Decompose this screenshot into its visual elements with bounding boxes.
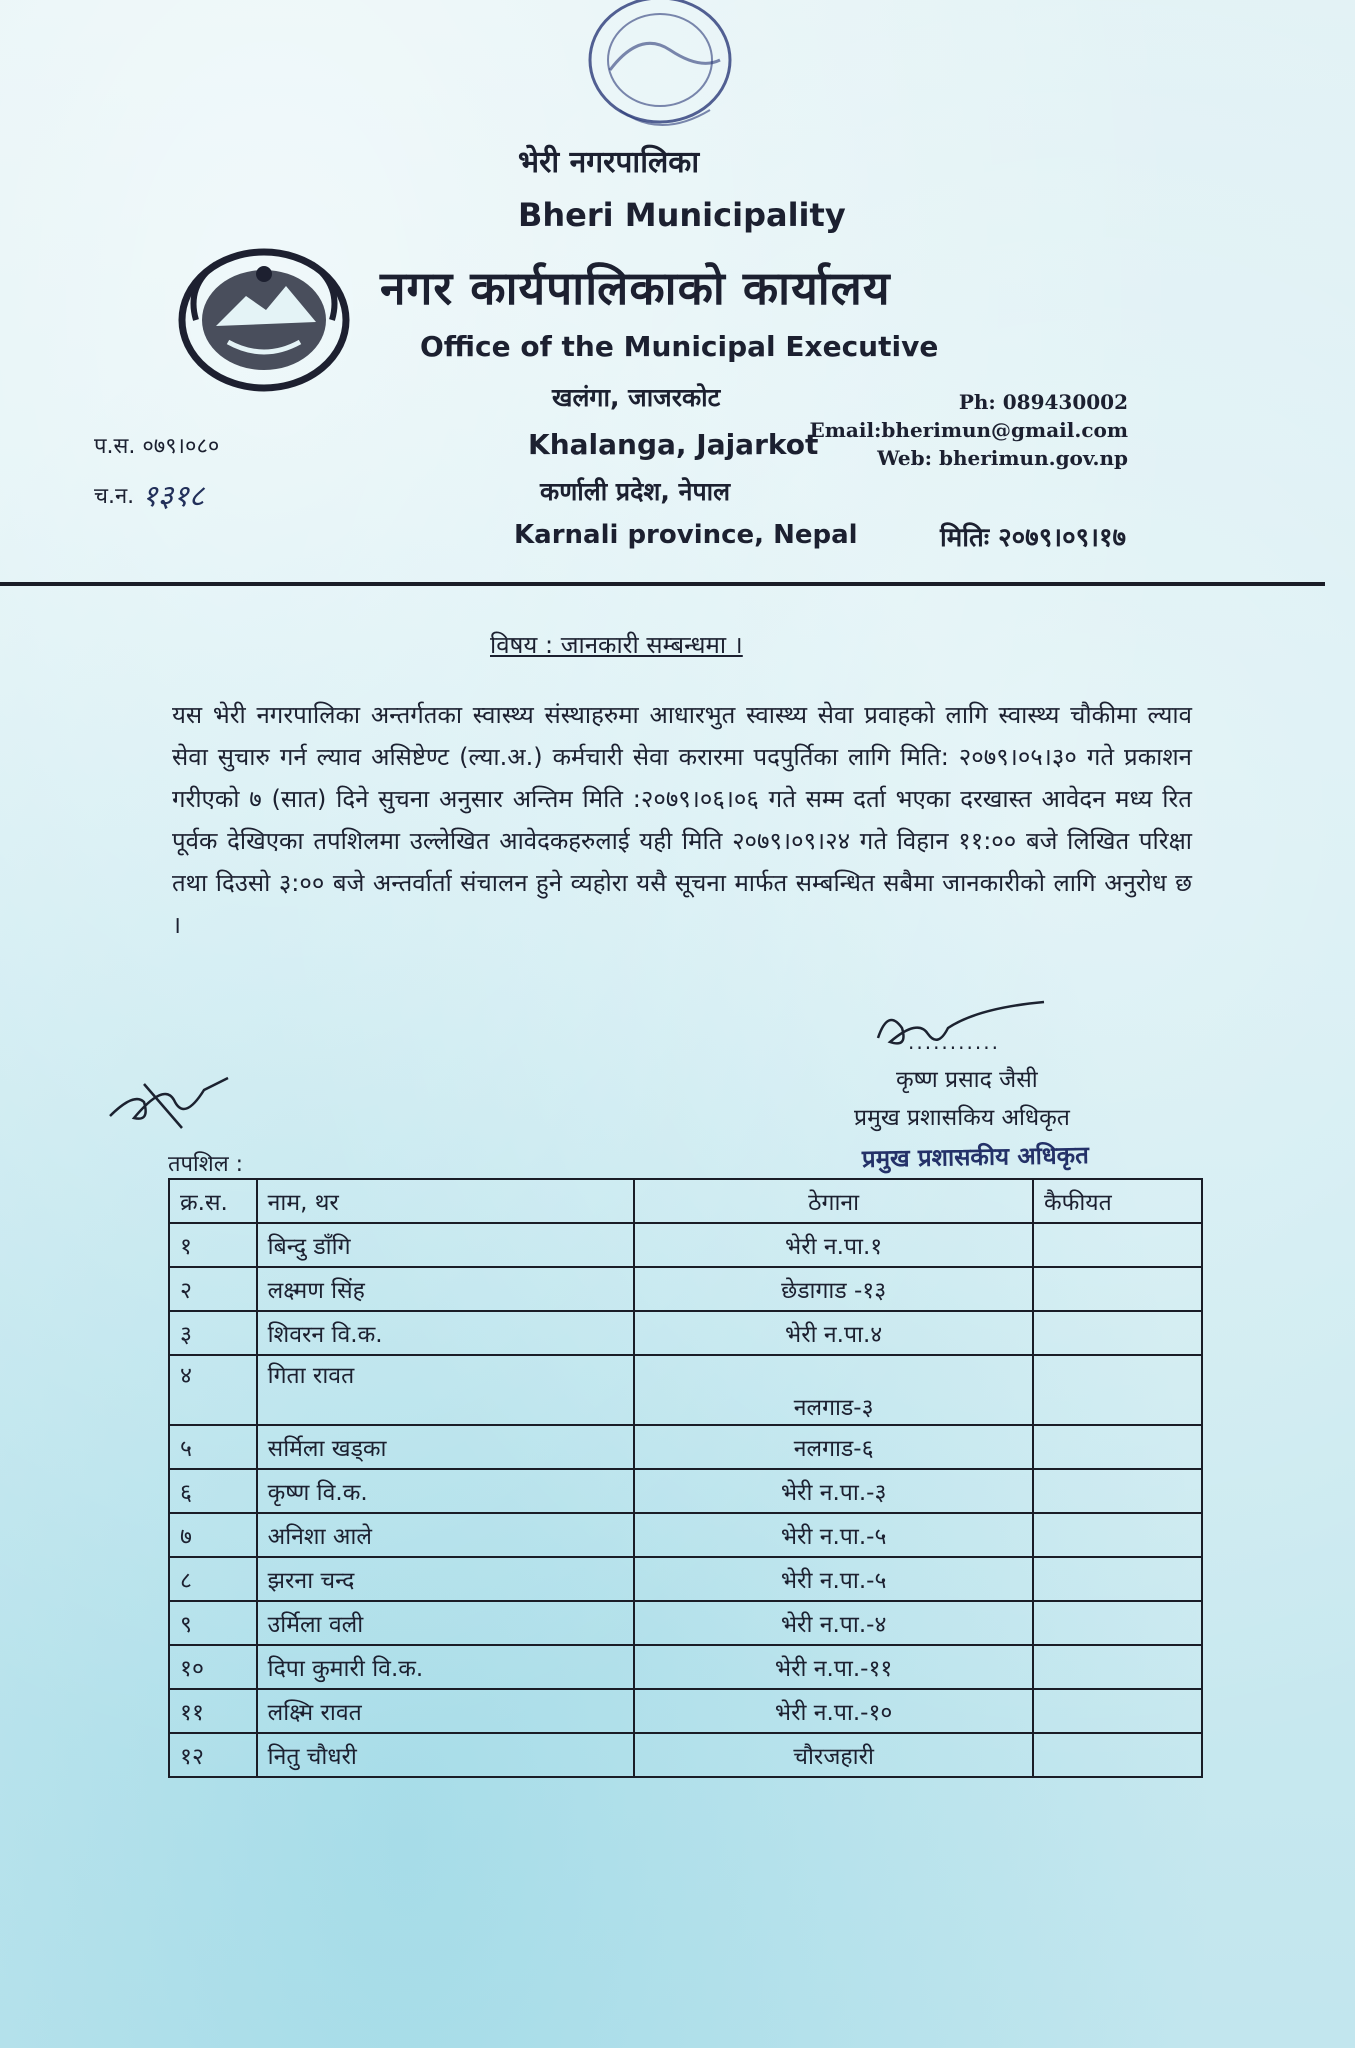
- header-address: ठेगाना: [634, 1179, 1033, 1223]
- table-row: [169, 1733, 1202, 1777]
- notice-body: यस भेरी नगरपालिका अन्तर्गतका स्वास्थ्य संस्थाहरुमा आधारभुत स्वास्थ्य सेवा प्रवाहको लागि स्वास्थ्य चौकीमा ल्याव सेवा सुचारु गर्न ल्याव असिष्टेण्ट (ल्या.अ.) कर्मचारी सेवा करारमा पदपुर्तिका लागि मिति: २०७९।०५।३० गते प्रकाशन गरीएको ७ (सात) दिने सुचना अनुसार अन्तिम मिति :२०७९।०६।०६ गते सम्म दर्ता भएका दरखास्त आवेदन मध्य रित पूर्वक देखिएका तपशिलमा उल्लेखित आवेदकहरुलाई यही मिति २०७९।०९।२४ गते विहान ११:०० बजे लिखित परिक्षा तथा दिउसो ३:०० बजे अन्तर्वार्ता संचालन हुने व्यहोरा यसै सूचना मार्फत सम्बन्धित सबैमा जानकारीको लागि अनुरोध छ ।: [172, 701, 1192, 939]
- row-name: झरना चन्द: [257, 1557, 635, 1601]
- row-name: गिता रावत: [257, 1355, 635, 1425]
- applicant-table: [168, 1178, 1203, 1778]
- row-address: नलगाड-३: [634, 1355, 1033, 1425]
- row-serial: ९: [169, 1601, 257, 1645]
- row-serial: २: [169, 1267, 257, 1311]
- row-name: उर्मिला वली: [257, 1601, 635, 1645]
- signatory-title: प्रमुख प्रशासकिय अधिकृत: [854, 1105, 1070, 1131]
- email-address: Email:bherimun@gmail.com: [809, 418, 1128, 442]
- row-serial: ११: [169, 1689, 257, 1733]
- row-remarks: [1033, 1645, 1202, 1689]
- row-serial: ८: [169, 1557, 257, 1601]
- address-english: Khalanga, Jajarkot: [528, 428, 819, 461]
- letter-date: मितिः २०७९।०९।१७: [940, 523, 1127, 553]
- row-name: सर्मिला खड्का: [257, 1425, 635, 1469]
- row-name: शिवरन वि.क.: [257, 1311, 635, 1355]
- table-caption: तपशिल :: [168, 1152, 244, 1177]
- row-remarks: [1033, 1311, 1202, 1355]
- table-row: [169, 1267, 1202, 1311]
- province-nepali: कर्णाली प्रदेश, नेपाल: [540, 477, 731, 506]
- row-serial: १: [169, 1223, 257, 1267]
- row-serial: ७: [169, 1513, 257, 1557]
- row-address: चौरजहारी: [634, 1733, 1033, 1777]
- row-remarks: [1033, 1469, 1202, 1513]
- header-name: नाम, थर: [257, 1179, 635, 1223]
- table-header-row: [169, 1179, 1202, 1223]
- row-serial: १२: [169, 1733, 257, 1777]
- row-remarks: [1033, 1355, 1202, 1425]
- designation-stamp: प्रमुख प्रशासकीय अधिकृत: [861, 1141, 1090, 1173]
- office-name-nepali: नगर कार्यपालिकाको कार्यालय: [380, 261, 891, 315]
- row-address: भेरी न.पा.४: [634, 1311, 1033, 1355]
- row-remarks: [1033, 1425, 1202, 1469]
- row-name: लक्ष्मण सिंह: [257, 1267, 635, 1311]
- row-name: बिन्दु डाँगि: [257, 1223, 635, 1267]
- header-serial: क्र.स.: [169, 1179, 257, 1223]
- row-address: भेरी न.पा.-१०: [634, 1689, 1033, 1733]
- table-row: [169, 1469, 1202, 1513]
- row-name: लक्ष्मि रावत: [257, 1689, 635, 1733]
- website-address: Web: bherimun.gov.np: [877, 446, 1128, 470]
- row-address: नलगाड-६: [634, 1425, 1033, 1469]
- office-name-english: Office of the Municipal Executive: [420, 330, 939, 363]
- row-remarks: [1033, 1223, 1202, 1267]
- phone-number: Ph: 089430002: [958, 390, 1128, 414]
- row-remarks: [1033, 1513, 1202, 1557]
- row-address: भेरी न.पा.१: [634, 1223, 1033, 1267]
- row-remarks: [1033, 1733, 1202, 1777]
- row-address: भेरी न.पा.-४: [634, 1601, 1033, 1645]
- org-name-english: Bheri Municipality: [518, 196, 846, 234]
- org-name-nepali: भेरी नगरपालिका: [518, 145, 700, 180]
- address-nepali: खलंगा, जाजरकोट: [552, 383, 721, 412]
- header-remarks: कैफीयत: [1033, 1179, 1202, 1223]
- table-row: [169, 1311, 1202, 1355]
- nepal-emblem-logo: [176, 246, 352, 392]
- table-row: [169, 1557, 1202, 1601]
- subject-line: विषय : जानकारी सम्बन्धमा ।: [490, 631, 743, 659]
- dispatch-number-handwritten: १३१८: [142, 479, 205, 514]
- row-remarks: [1033, 1557, 1202, 1601]
- row-address: छेडागाड -१३: [634, 1267, 1033, 1311]
- table-row: [169, 1223, 1202, 1267]
- row-address: भेरी न.पा.-५: [634, 1513, 1033, 1557]
- signature-line: ...........: [908, 1030, 1000, 1054]
- row-name: अनिशा आले: [257, 1513, 635, 1557]
- header-divider: [0, 582, 1325, 586]
- row-address: भेरी न.पा.-५: [634, 1557, 1033, 1601]
- table-row: [169, 1601, 1202, 1645]
- reference-number: प.स. ०७९।०८०: [94, 434, 220, 459]
- row-name: दिपा कुमारी वि.क.: [257, 1645, 635, 1689]
- signatory-name: कृष्ण प्रसाद जैसी: [896, 1067, 1038, 1093]
- table-row: [169, 1355, 1202, 1425]
- table-row: [169, 1645, 1202, 1689]
- row-name: नितु चौधरी: [257, 1733, 635, 1777]
- initials-signature: [104, 1072, 234, 1132]
- row-remarks: [1033, 1689, 1202, 1733]
- row-serial: ४: [169, 1355, 257, 1425]
- row-serial: ६: [169, 1469, 257, 1513]
- row-serial: ५: [169, 1425, 257, 1469]
- dispatch-number-label: च.न.: [94, 484, 135, 509]
- province-english: Karnali province, Nepal: [514, 520, 858, 550]
- row-address: भेरी न.पा.-३: [634, 1469, 1033, 1513]
- row-serial: १०: [169, 1645, 257, 1689]
- table-row: [169, 1513, 1202, 1557]
- row-serial: ३: [169, 1311, 257, 1355]
- row-address: भेरी न.पा.-११: [634, 1645, 1033, 1689]
- table-row: [169, 1689, 1202, 1733]
- row-name: कृष्ण वि.क.: [257, 1469, 635, 1513]
- row-remarks: [1033, 1601, 1202, 1645]
- row-remarks: [1033, 1267, 1202, 1311]
- table-row: [169, 1425, 1202, 1469]
